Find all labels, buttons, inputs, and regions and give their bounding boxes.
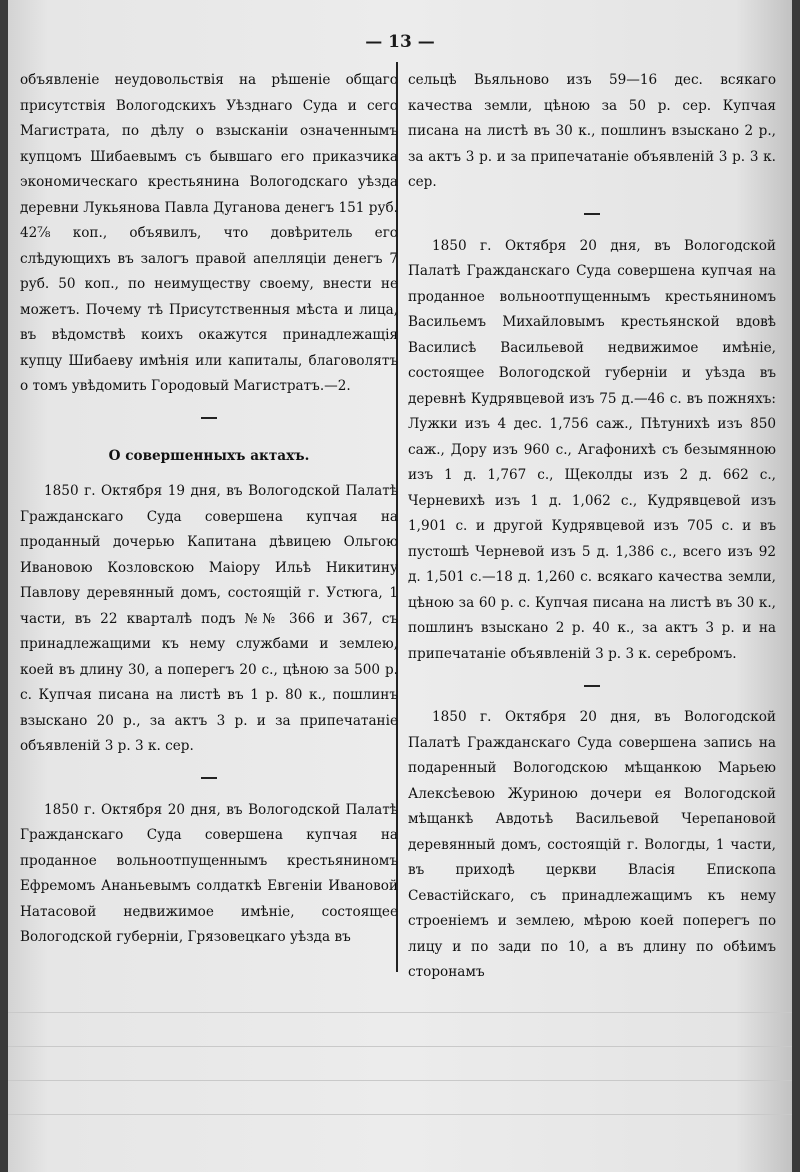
section-heading: О совершенныхъ актахъ. (108, 447, 310, 464)
blank-rule (8, 1046, 792, 1047)
paragraph-separator (20, 766, 398, 780)
act-paragraph: 1850 г. Октября 20 дня, въ Вологодской Палатѣ Гражданскаго Суда совершена купчая на проданное вольноотпущеннымъ крестьяниномъ Васильемъ Михайловымъ крестьянской вдовѣ Василисѣ Васильевой недвижимое имѣніе, состоящее Вологодской губерніи и уѣзда въ деревнѣ Кудрявцевой изъ 75 д.—46 с. въ пожняхъ: Лужки изъ 4 дес. 1,756 саж., Пѣтунихѣ изъ 850 саж., Дору изъ 960 с., Агафонихѣ съ безымянною изъ 1 д. 1,767 с., Щеколды изъ 2 д. 662 с., Черневихѣ изъ 1 д. 1,062 с., Кудрявцевой изъ 1,901 с. и другой Кудрявцевой изъ 705 с. и въ пустошѣ Черневой изъ 5 д. 1,386 с., всего изъ 92 д. 1,501 с.—18 д. 1,260 с. всякаго качества земли, цѣною за 60 р. с. Купчая писана на листѣ въ 30 к., пошлинъ взыскано 2 р. 40 к., за актъ 3 р. и на припечатаніе объявленій 3 р. 3 к. серебромъ. (408, 237, 776, 662)
intro-paragraph: объявленіе неудовольствія на рѣшеніе общаго присутствія Вологодскихъ Уѣзднаго Суда и сего Магистрата, по дѣлу о взысканіи означеннымъ купцомъ Шибаевымъ съ бывшаго его приказчика экономическаго крестьянина Вологодскаго уѣзда деревни Лукьянова Павла Дуганова денегъ 151 руб. 42⅞ коп., объявилъ, что довѣритель его слѣдующихъ въ залогъ правой апелляціи денегъ 7 руб. 50 коп., по неимуществу своему, внести не можетъ. Почему тѣ Присутственныя мѣста и лица, въ вѣдомствѣ коихъ окажутся принадлежащія купцу Шибаеву имѣнія или капиталы, благоволятъ о томъ увѣдомить Городовый Магистратъ.—2. (20, 72, 398, 394)
act-paragraph: 1850 г. Октября 20 дня, въ Вологодской Палатѣ Гражданскаго Суда совершена купчая на проданное вольноотпущеннымъ крестьяниномъ Ефремомъ Ананьевымъ солдаткѣ Евгеніи Ивановой Натасовой недвижимое имѣніе, состоящее Вологодской губерніи, Грязовецкаго уѣзда въ (20, 801, 398, 945)
continued-paragraph: сельцѣ Вьяльново изъ 59—16 дес. всякаго качества земли, цѣною за 50 р. сер. Купчая писана на листѣ въ 30 к., пошлинъ взыскано 2 р., за актъ 3 р. и за припечатаніе объявленій 3 р. 3 к. сер. (408, 72, 776, 190)
scan-edge-left (0, 0, 8, 1172)
blank-rule (8, 1114, 792, 1115)
section-separator (20, 406, 398, 420)
right-column (408, 68, 776, 986)
blank-rule (8, 1012, 792, 1013)
left-column (20, 68, 398, 951)
paragraph-separator (408, 673, 776, 687)
act-paragraph: 1850 г. Октября 19 дня, въ Вологодской Палатѣ Гражданскаго Суда совершена купчая на проданный дочерью Капитана дѣвицею Ольгою Ивановою Козловскою Маіору Ильѣ Никитину Павлову деревянный домъ, состоящій г. Устюга, 1 части, въ 22 кварталѣ подъ №№ 366 и 367, съ принадлежащими къ нему службами и землею, коей въ длину 30, а поперегъ 20 с., цѣною за 500 р. с. Купчая писана на листѣ въ 1 р. 80 к., пошлинъ взыскано 20 р., за актъ 3 р. и за припечатаніе объявленій 3 р. 3 к. сер. (20, 483, 398, 754)
scan-edge-right (792, 0, 800, 1172)
act-paragraph: 1850 г. Октября 20 дня, въ Вологодской Палатѣ Гражданскаго Суда совершена запись на подаренный Вологодскою мѣщанкою Марьею Алексѣевою Журиною дочери ея Вологодской мѣщанкѣ Авдотьѣ Васильевой Черепановой деревянный домъ, состоящій г. Вологды, 1 части, въ приходѣ церкви Власія Епископа Севастійскаго, съ принадлежащимъ къ нему строеніемъ и землею, мѣрою коей поперегъ по лицу и по зади по 10, а въ длину по обѣимъ сторонамъ (408, 709, 776, 980)
page-number: — 13 — (365, 32, 435, 52)
paragraph-separator (408, 202, 776, 216)
blank-rule (8, 1080, 792, 1081)
